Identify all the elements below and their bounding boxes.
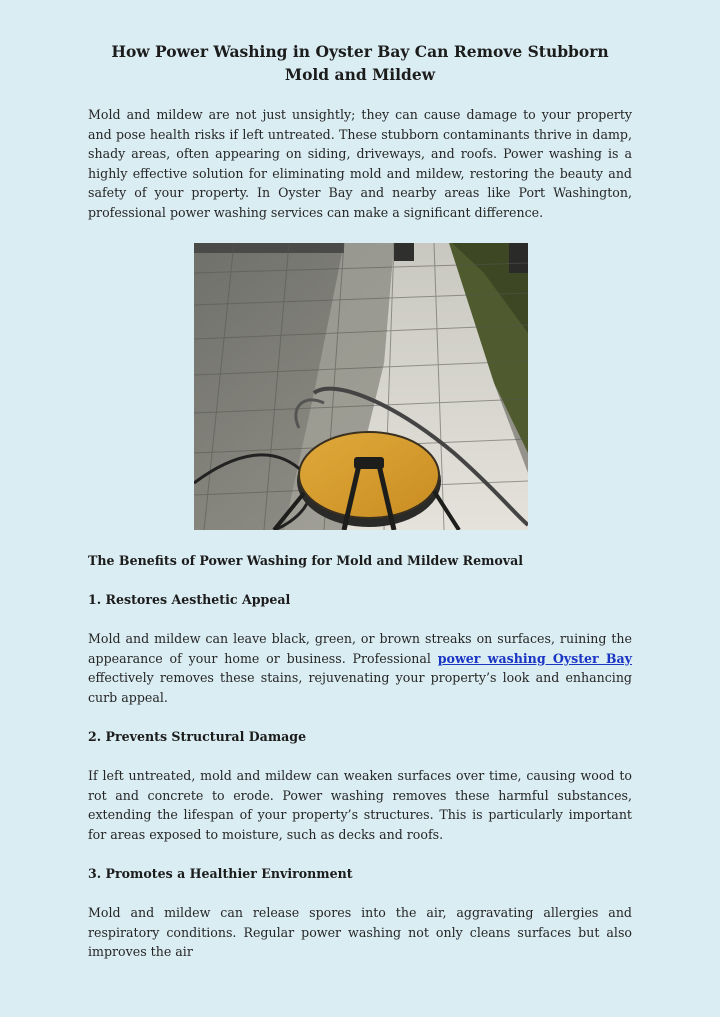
power-washing-photo bbox=[194, 243, 528, 530]
benefits-heading: The Benefits of Power Washing for Mold and Mildew Removal bbox=[88, 553, 524, 568]
section2-heading: 2. Prevents Structural Damage bbox=[88, 729, 307, 744]
section1-paragraph bbox=[88, 629, 632, 707]
section3-heading: 3. Promotes a Healthier Environment bbox=[88, 866, 353, 881]
section1-heading: 1. Restores Aesthetic Appeal bbox=[88, 592, 291, 607]
section3-paragraph: Mold and mildew can release spores into the air, aggravating allergies and respiratory conditions. Regular power washing not only cleans surfaces but also improves the air bbox=[88, 905, 632, 960]
section1-text-before: Mold and mildew can leave black, green, or brown streaks on surfaces, ruining the appearance of your home or business. Professional bbox=[88, 631, 632, 666]
power-washing-oyster-bay-link[interactable]: power washing Oyster Bay bbox=[437, 650, 632, 666]
intro-paragraph: Mold and mildew are not just unsightly; they can cause damage to your property and pose health risks if left untreated. These stubborn contaminants thrive in damp, shady areas, often appearing on siding, driveways, and roofs. Power washing is a highly effective solution for eliminating mold and mildew, restoring the beauty and safety of your property. In Oyster Bay and nearby areas like Port Washington, professional power washing services can make a significant difference. bbox=[88, 107, 632, 220]
page-title: How Power Washing in Oyster Bay Can Remove Stubborn Mold and Mildew bbox=[111, 42, 609, 84]
section1-text-after: effectively removes these stains, rejuvenating your property’s look and enhancing curb appeal. bbox=[88, 670, 632, 705]
section2-paragraph: If left untreated, mold and mildew can weaken surfaces over time, causing wood to rot and concrete to erode. Power washing removes these harmful substances, extending the lifespan of your property’s structures. This is particularly important for areas exposed to moisture, such as decks and roofs. bbox=[88, 768, 632, 842]
